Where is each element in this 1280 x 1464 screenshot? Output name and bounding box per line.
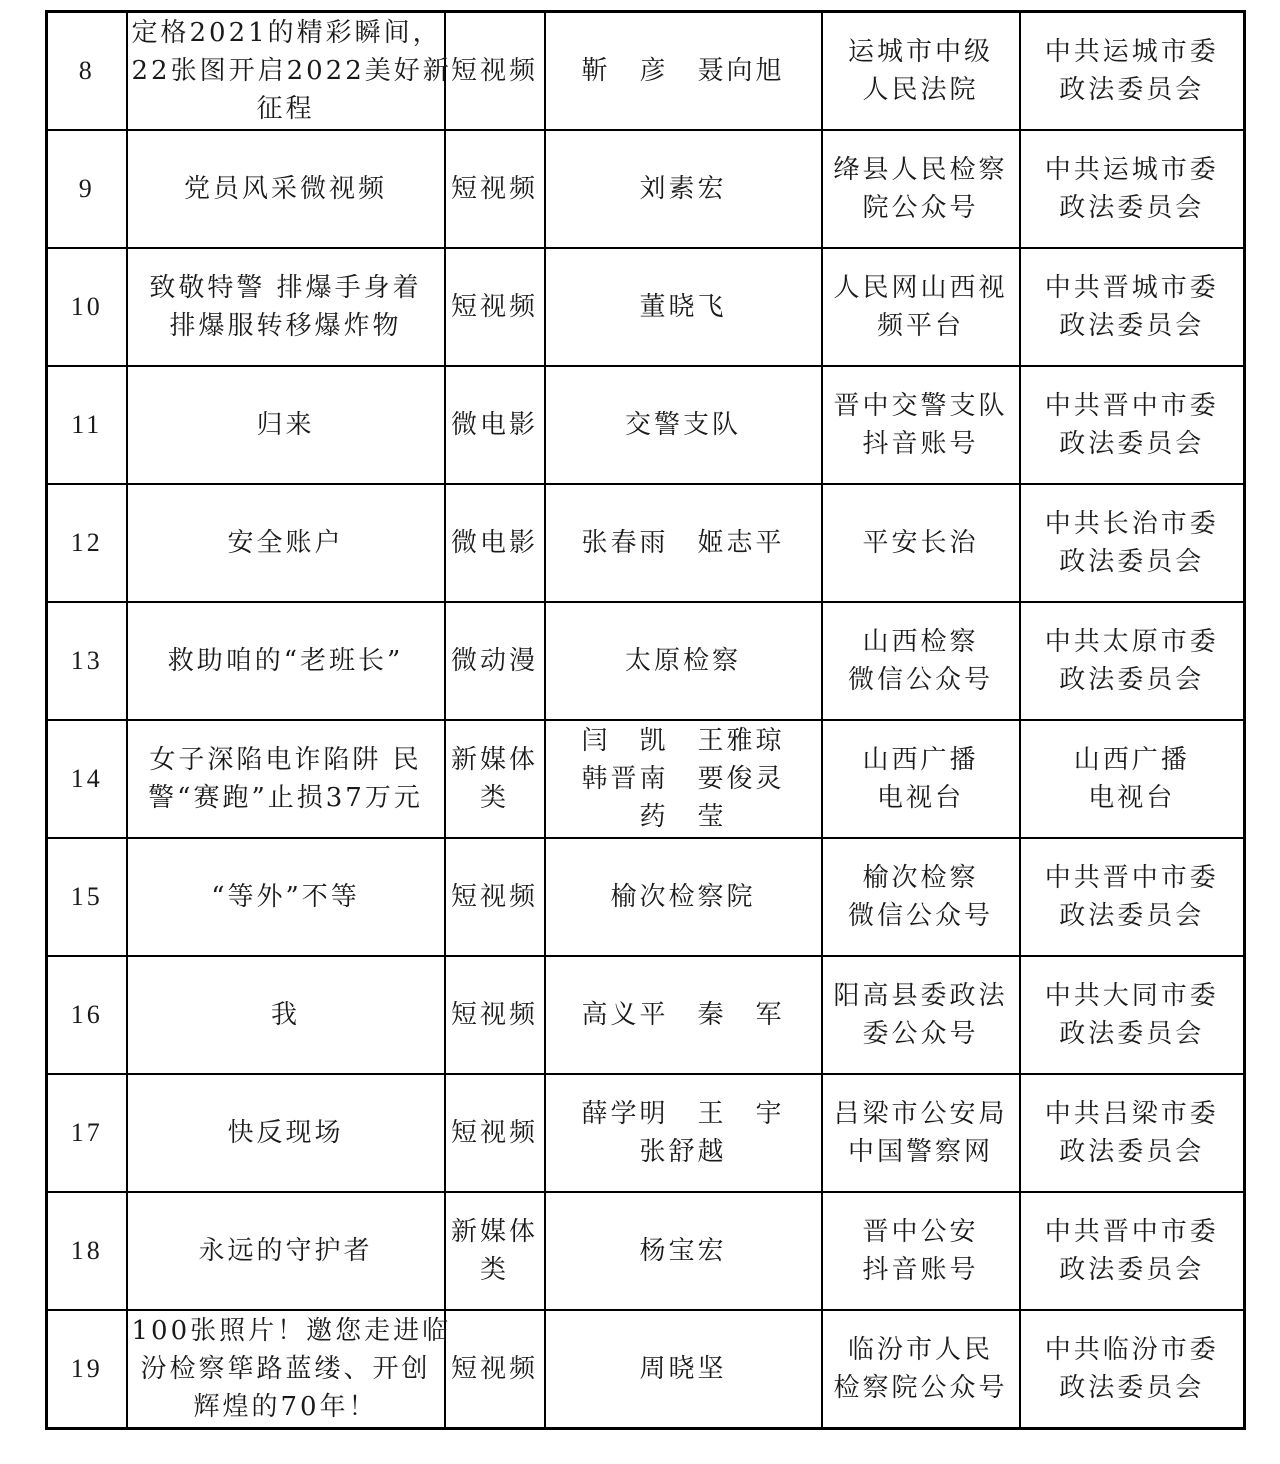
recommender-line: 政法委员会 xyxy=(1059,901,1205,931)
cell-title xyxy=(127,602,445,720)
authors-line: 薛学明 王 宇 xyxy=(581,1099,785,1129)
table-row xyxy=(47,130,1245,248)
cell-authors xyxy=(545,12,822,131)
recommender-line: 中共运城市委 xyxy=(1044,155,1219,185)
recommender-line: 中共晋城市委 xyxy=(1044,273,1219,303)
publisher-line: 阳高县委政法 xyxy=(833,981,1008,1011)
cell-recommender xyxy=(1020,602,1245,720)
cell-title xyxy=(127,838,445,956)
category-line: 类 xyxy=(479,783,509,813)
table-row xyxy=(47,12,1245,131)
publisher-line: 抖音账号 xyxy=(862,429,979,459)
recommender-line: 政法委员会 xyxy=(1059,1137,1205,1167)
recommender-line: 中共吕梁市委 xyxy=(1044,1099,1219,1129)
cell-title xyxy=(127,1192,445,1310)
recommender-line: 政法委员会 xyxy=(1059,75,1205,105)
authors-line: 张春雨 姬志平 xyxy=(581,528,785,558)
cell-publisher xyxy=(822,12,1020,131)
authors-line: 交警支队 xyxy=(624,410,741,440)
recommender-line: 电视台 xyxy=(1088,783,1176,813)
cell-category xyxy=(445,1310,545,1429)
cell-publisher xyxy=(822,956,1020,1074)
publisher-line: 吕梁市公安局 xyxy=(833,1099,1008,1129)
publisher-line: 微信公众号 xyxy=(847,901,993,931)
recommender-line: 中共晋中市委 xyxy=(1044,1217,1219,1247)
cell-publisher xyxy=(822,838,1020,956)
cell-publisher xyxy=(822,1192,1020,1310)
title-line: 安全账户 xyxy=(227,528,344,558)
category-line: 微电影 xyxy=(450,410,538,440)
cell-category xyxy=(445,12,545,131)
cell-authors xyxy=(545,248,822,366)
authors-line: 杨宝宏 xyxy=(639,1236,727,1266)
cell-number: 13 xyxy=(47,602,127,720)
cell-category xyxy=(445,130,545,248)
table-row xyxy=(47,602,1245,720)
publisher-line: 中国警察网 xyxy=(847,1137,993,1167)
publisher-line: 检察院公众号 xyxy=(833,1373,1008,1403)
cell-recommender xyxy=(1020,130,1245,248)
awards-table xyxy=(45,10,1246,1430)
cell-number: 17 xyxy=(47,1074,127,1192)
title-line: 快反现场 xyxy=(227,1118,344,1148)
recommender-line: 政法委员会 xyxy=(1059,665,1205,695)
authors-line: 张舒越 xyxy=(639,1137,727,1167)
cell-title xyxy=(127,12,452,131)
cell-title xyxy=(127,484,445,602)
table-row xyxy=(47,838,1245,956)
recommender-line: 中共太原市委 xyxy=(1044,627,1219,657)
recommender-line: 中共长治市委 xyxy=(1044,509,1219,539)
table-row xyxy=(47,366,1245,484)
recommender-line: 政法委员会 xyxy=(1059,547,1205,577)
cell-category xyxy=(445,602,545,720)
publisher-line: 临汾市人民 xyxy=(847,1335,993,1365)
category-line: 短视频 xyxy=(450,1118,538,1148)
cell-number: 14 xyxy=(47,720,127,838)
table-row xyxy=(47,248,1245,366)
cell-category xyxy=(445,956,545,1074)
cell-recommender xyxy=(1020,720,1245,838)
category-line: 微电影 xyxy=(450,528,538,558)
cell-number: 9 xyxy=(47,130,127,248)
cell-recommender xyxy=(1020,838,1245,956)
cell-publisher xyxy=(822,366,1020,484)
cell-number: 16 xyxy=(47,956,127,1074)
table-row xyxy=(47,956,1245,1074)
cell-authors xyxy=(545,484,822,602)
publisher-line: 山西检察 xyxy=(862,627,979,657)
title-line: 归来 xyxy=(256,410,315,440)
title-line: 征程 xyxy=(256,94,315,124)
category-line: 短视频 xyxy=(450,174,538,204)
cell-title xyxy=(127,248,445,366)
title-line: 定格2021的精彩瞬间， xyxy=(131,18,442,48)
publisher-line: 榆次检察 xyxy=(862,863,979,893)
recommender-line: 中共晋中市委 xyxy=(1044,863,1219,893)
category-line: 微动漫 xyxy=(450,646,538,676)
cell-title xyxy=(127,720,445,838)
cell-number: 19 xyxy=(47,1310,127,1429)
cell-recommender xyxy=(1020,248,1245,366)
publisher-line: 人民网山西视 xyxy=(833,273,1008,303)
cell-title xyxy=(127,956,445,1074)
publisher-line: 晋中交警支队 xyxy=(833,391,1008,421)
category-line: 短视频 xyxy=(450,56,538,86)
cell-publisher xyxy=(822,248,1020,366)
table-body xyxy=(47,12,1245,1429)
publisher-line: 院公众号 xyxy=(862,193,979,223)
publisher-line: 电视台 xyxy=(876,783,964,813)
table-row xyxy=(47,1074,1245,1192)
cell-category xyxy=(445,720,545,838)
publisher-line: 晋中公安 xyxy=(862,1217,979,1247)
cell-category xyxy=(445,838,545,956)
publisher-line: 抖音账号 xyxy=(862,1255,979,1285)
authors-line: 榆次检察院 xyxy=(610,882,756,912)
recommender-line: 政法委员会 xyxy=(1059,311,1205,341)
cell-authors xyxy=(545,1074,822,1192)
publisher-line: 频平台 xyxy=(876,311,964,341)
category-line: 短视频 xyxy=(450,882,538,912)
cell-number: 11 xyxy=(47,366,127,484)
authors-line: 周晓坚 xyxy=(639,1354,727,1384)
cell-publisher xyxy=(822,1074,1020,1192)
authors-line: 韩晋南 要俊灵 xyxy=(581,764,785,794)
recommender-line: 政法委员会 xyxy=(1059,1019,1205,1049)
publisher-line: 平安长治 xyxy=(862,528,979,558)
recommender-line: 中共晋中市委 xyxy=(1044,391,1219,421)
cell-authors xyxy=(545,366,822,484)
recommender-line: 中共临汾市委 xyxy=(1044,1335,1219,1365)
authors-line: 闫 凯 王雅琼 xyxy=(581,726,785,756)
publisher-line: 委公众号 xyxy=(862,1019,979,1049)
table-row xyxy=(47,1192,1245,1310)
publisher-line: 运城市中级 xyxy=(847,37,993,67)
publisher-line: 绛县人民检察 xyxy=(833,155,1008,185)
title-line: 汾检察筚路蓝缕、开创 xyxy=(140,1354,431,1384)
authors-line: 高义平 秦 军 xyxy=(581,1000,785,1030)
authors-line: 靳 彦 聂向旭 xyxy=(581,56,785,86)
category-line: 新媒体 xyxy=(450,1217,538,1247)
cell-title xyxy=(127,130,445,248)
cell-publisher xyxy=(822,720,1020,838)
cell-recommender xyxy=(1020,12,1245,131)
table-row xyxy=(47,720,1245,838)
cell-publisher xyxy=(822,130,1020,248)
cell-authors xyxy=(545,130,822,248)
title-line: 22张图开启2022美好新 xyxy=(131,56,452,86)
cell-title xyxy=(127,366,445,484)
recommender-line: 政法委员会 xyxy=(1059,429,1205,459)
recommender-line: 山西广播 xyxy=(1073,745,1190,775)
recommender-line: 政法委员会 xyxy=(1059,193,1205,223)
title-line: 女子深陷电诈陷阱 民 xyxy=(149,745,422,775)
category-line: 短视频 xyxy=(450,1354,538,1384)
cell-category xyxy=(445,248,545,366)
category-line: 类 xyxy=(479,1255,509,1285)
title-line: 100张照片！邀您走进临 xyxy=(131,1316,452,1346)
cell-number: 10 xyxy=(47,248,127,366)
recommender-line: 中共运城市委 xyxy=(1044,37,1219,67)
cell-category xyxy=(445,484,545,602)
cell-recommender xyxy=(1020,1074,1245,1192)
title-line: 排爆服转移爆炸物 xyxy=(169,311,402,341)
cell-title xyxy=(127,1074,445,1192)
title-line: “等外”不等 xyxy=(211,882,360,912)
recommender-line: 政法委员会 xyxy=(1059,1373,1205,1403)
title-line: 辉煌的70年！ xyxy=(193,1392,378,1422)
cell-publisher xyxy=(822,602,1020,720)
cell-recommender xyxy=(1020,1192,1245,1310)
category-line: 短视频 xyxy=(450,292,538,322)
cell-authors xyxy=(545,1310,822,1429)
title-line: 警“赛跑”止损37万元 xyxy=(148,783,423,813)
category-line: 短视频 xyxy=(450,1000,538,1030)
title-line: 我 xyxy=(270,1000,300,1030)
category-line: 新媒体 xyxy=(450,745,538,775)
table-row xyxy=(47,1310,1245,1429)
recommender-line: 中共大同市委 xyxy=(1044,981,1219,1011)
cell-number: 12 xyxy=(47,484,127,602)
cell-number: 18 xyxy=(47,1192,127,1310)
cell-recommender xyxy=(1020,366,1245,484)
cell-publisher xyxy=(822,484,1020,602)
publisher-line: 山西广播 xyxy=(862,745,979,775)
cell-authors xyxy=(545,720,822,838)
cell-recommender xyxy=(1020,956,1245,1074)
title-line: 致敬特警 排爆手身着 xyxy=(149,273,422,303)
recommender-line: 政法委员会 xyxy=(1059,1255,1205,1285)
cell-authors xyxy=(545,602,822,720)
cell-recommender xyxy=(1020,484,1245,602)
cell-title xyxy=(127,1310,452,1429)
publisher-line: 人民法院 xyxy=(862,75,979,105)
cell-recommender xyxy=(1020,1310,1245,1429)
cell-category xyxy=(445,1192,545,1310)
authors-line: 董晓飞 xyxy=(639,292,727,322)
cell-category xyxy=(445,366,545,484)
title-line: 救助咱的“老班长” xyxy=(167,646,404,676)
publisher-line: 微信公众号 xyxy=(847,665,993,695)
title-line: 党员风采微视频 xyxy=(183,174,387,204)
table-row xyxy=(47,484,1245,602)
cell-number: 8 xyxy=(47,12,127,131)
cell-publisher xyxy=(822,1310,1020,1429)
authors-line: 太原检察 xyxy=(624,646,741,676)
title-line: 永远的守护者 xyxy=(198,1236,373,1266)
cell-authors xyxy=(545,956,822,1074)
authors-line: 药 莹 xyxy=(639,802,727,832)
cell-number: 15 xyxy=(47,838,127,956)
cell-category xyxy=(445,1074,545,1192)
authors-line: 刘素宏 xyxy=(639,174,727,204)
cell-authors xyxy=(545,838,822,956)
cell-authors xyxy=(545,1192,822,1310)
